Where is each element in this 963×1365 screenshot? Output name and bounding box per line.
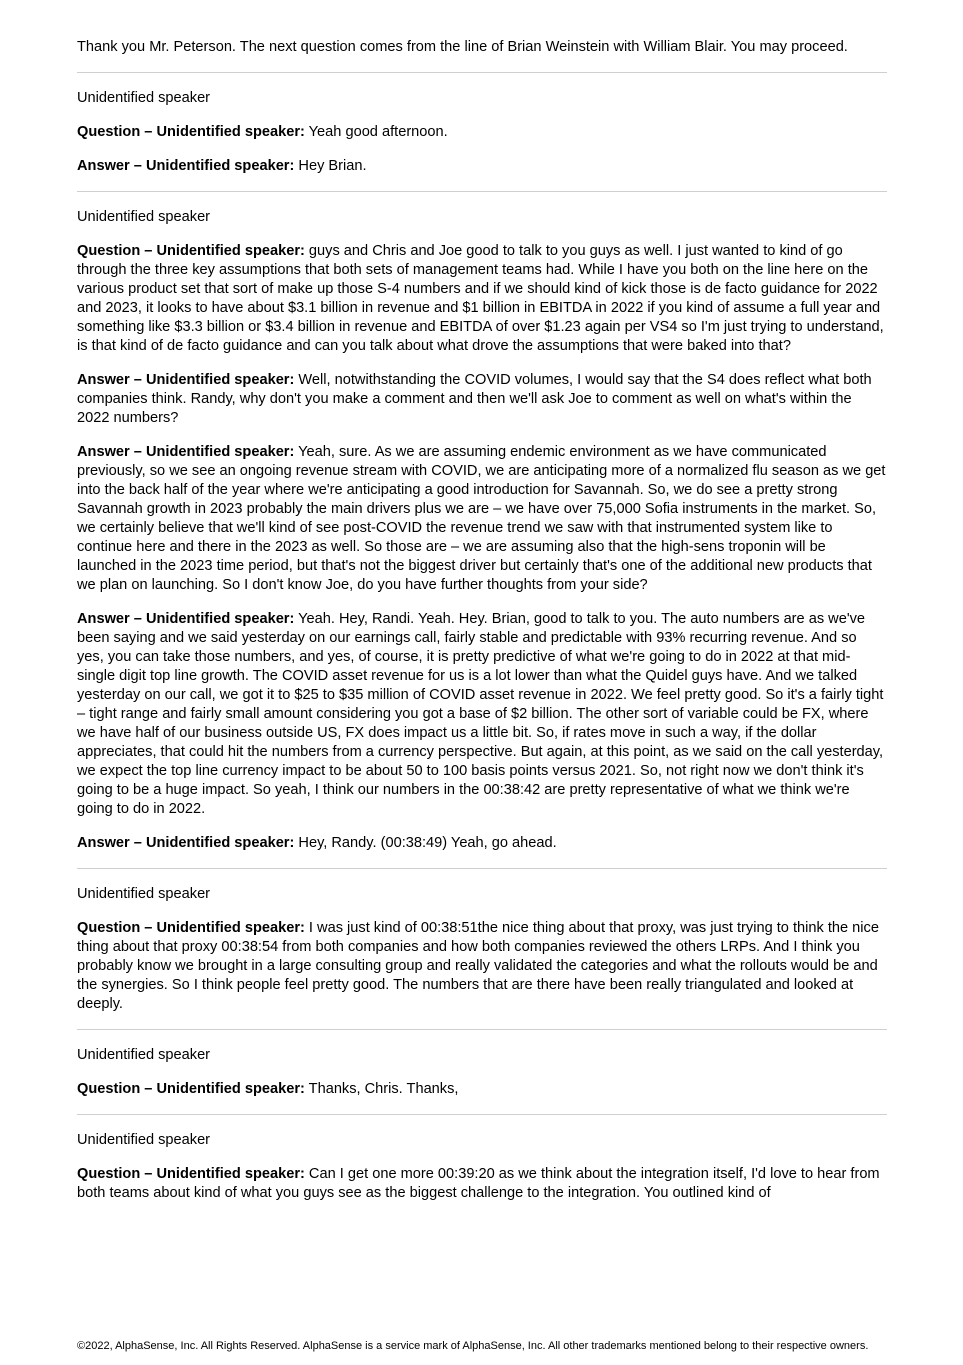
turn-text: Can I get one more 00:39:20 as we think about the integration itself, I'd love to hear from both teams about kind of what you guys see as the biggest challenge to the integration. You outlined kind of bbox=[77, 1166, 880, 1201]
turn-text: Well, notwithstanding the COVID volumes, I would say that the S4 does reflect what both companies think. Randy, why don't you make a comment and then we'll ask Joe to comment as well on what's within the 2022 numbers? bbox=[77, 372, 872, 426]
section-divider bbox=[77, 191, 887, 192]
transcript-turn bbox=[77, 371, 887, 428]
turn-label: Question – Unidentified speaker: bbox=[77, 124, 305, 140]
section-speaker-header: Unidentified speaker bbox=[77, 209, 211, 225]
transcript-turn bbox=[77, 610, 887, 819]
turn-text: Yeah, sure. As we are assuming endemic environment as we have communicated previously, so we see an ongoing revenue stream with COVID, we are anticipating more of a normalized flu season as we get into the back half of the year where we're anticipating a good introduction for Savannah. So, we do see a pretty strong Savannah growth in 2023 probably the main drivers plus we are – we have over 75,000 Sofia instruments in the market. So, we certainly believe that we'll kind of see post-COVID the revenue trend we saw with that instrumented system like to continue here and there in the 2023 as well. So those are – we are assuming also that the high-sens troponin will be launched in the 2023 time period, but that's not the biggest driver but certainly that's one of the additional new products that we plan on launching. So I don't know Joe, do you have further thoughts from your side? bbox=[77, 444, 886, 593]
section-speaker-header: Unidentified speaker bbox=[77, 1047, 211, 1063]
section-divider bbox=[77, 1029, 887, 1030]
section-speaker-header: Unidentified speaker bbox=[77, 886, 211, 902]
operator-intro bbox=[77, 38, 887, 57]
transcript-turn bbox=[77, 123, 887, 142]
section-speaker-header: Unidentified speaker bbox=[77, 1132, 211, 1148]
section-divider bbox=[77, 868, 887, 869]
section-divider bbox=[77, 1114, 887, 1115]
intro-text: Thank you Mr. Peterson. The next question comes from the line of Brian Weinstein with William Blair. You may proceed. bbox=[77, 39, 848, 55]
turn-text: guys and Chris and Joe good to talk to you guys as well. I just wanted to kind of go through the three key assumptions that both sets of management teams had. While I have you both on the line here on the various product set that sort of make up those S-4 numbers and if we should kind of kick those is de facto guidance for 2022 and 2023, it looks to have about $3.1 billion in revenue and $1 billion in EBITDA in 2022 if you kind of assume a full year and something like $3.3 billion or $3.4 billion in revenue and EBITDA of over $1.23 again per VS4 so I'm just trying to understand, is that kind of de facto guidance and can you talk about what drove the assumptions that were baked into that? bbox=[77, 243, 884, 354]
copyright-footer: ©2022, AlphaSense, Inc. All Rights Reserved. AlphaSense is a service mark of AlphaSense, Inc. All other trademarks mentioned belong to their respective owners. bbox=[77, 1340, 869, 1352]
turn-label: Answer – Unidentified speaker: bbox=[77, 444, 295, 460]
turn-label: Question – Unidentified speaker: bbox=[77, 1166, 305, 1182]
speaker-section bbox=[77, 885, 887, 1014]
speaker-section bbox=[77, 1131, 887, 1203]
turn-text: Hey, Randy. (00:38:49) Yeah, go ahead. bbox=[294, 835, 557, 851]
speaker-section bbox=[77, 1046, 887, 1099]
turn-label: Answer – Unidentified speaker: bbox=[77, 611, 295, 627]
turn-text: Thanks, Chris. Thanks, bbox=[304, 1081, 459, 1097]
section-divider bbox=[77, 72, 887, 73]
turn-label: Question – Unidentified speaker: bbox=[77, 1081, 305, 1097]
turn-text: Yeah. Hey, Randi. Yeah. Hey. Brian, good to talk to you. The auto numbers are as we've been saying and we said yesterday on our earnings call, fairly stable and predictable with 93% recurring revenue. And so yes, you can take those numbers, and yes, of course, it is pretty predictive of what we're going to do in 2022 at that mid-single digit top line growth. The COVID asset revenue for us is a lot lower than what the Quidel guys have. And we talked yesterday on our call, we got it to $25 to $35 million of COVID asset revenue in 2022. We feel pretty good. So it's a fairly tight – tight range and fairly small amount considering you got a base of $2 billion. The other sort of variable could be FX, where we have half of our business outside US, FX does impact us a little bit. So, if rates move in such a way, if the dollar appreciates, that could hit the numbers from a currency perspective. But again, at this point, as we said on the call yesterday, we expect the top line currency impact to be about 50 to 100 basis points versus 2021. So, not right now we don't think it's going to be a huge impact. So yeah, I think our numbers in the 00:38:42 are pretty representative of what we think we're going to do in 2022. bbox=[77, 611, 884, 817]
turn-text: Yeah good afternoon. bbox=[304, 124, 448, 140]
turn-text: Hey Brian. bbox=[294, 158, 367, 174]
turn-label: Question – Unidentified speaker: bbox=[77, 920, 305, 936]
transcript-turn bbox=[77, 919, 887, 1014]
speaker-section bbox=[77, 89, 887, 176]
section-speaker-header: Unidentified speaker bbox=[77, 90, 211, 106]
turn-label: Question – Unidentified speaker: bbox=[77, 243, 305, 259]
speaker-section bbox=[77, 208, 887, 853]
transcript-turn bbox=[77, 443, 887, 595]
transcript-turn bbox=[77, 157, 887, 176]
turn-label: Answer – Unidentified speaker: bbox=[77, 835, 295, 851]
transcript-turn bbox=[77, 1165, 887, 1203]
transcript-turn bbox=[77, 834, 887, 853]
transcript-turn bbox=[77, 1080, 887, 1099]
transcript-body bbox=[77, 38, 887, 1203]
turn-label: Answer – Unidentified speaker: bbox=[77, 372, 295, 388]
transcript-turn bbox=[77, 242, 887, 356]
turn-text: I was just kind of 00:38:51the nice thing about that proxy, was just trying to think the nice thing about that proxy 00:38:54 from both companies and how both companies reviewed the others LRPs. And I think you probably know we brought in a large consulting group and really validated the categories and what the rollouts would be and the synergies. So I think people feel pretty good. The numbers that are there have been really triangulated and looked at deeply. bbox=[77, 920, 879, 1012]
turn-label: Answer – Unidentified speaker: bbox=[77, 158, 295, 174]
